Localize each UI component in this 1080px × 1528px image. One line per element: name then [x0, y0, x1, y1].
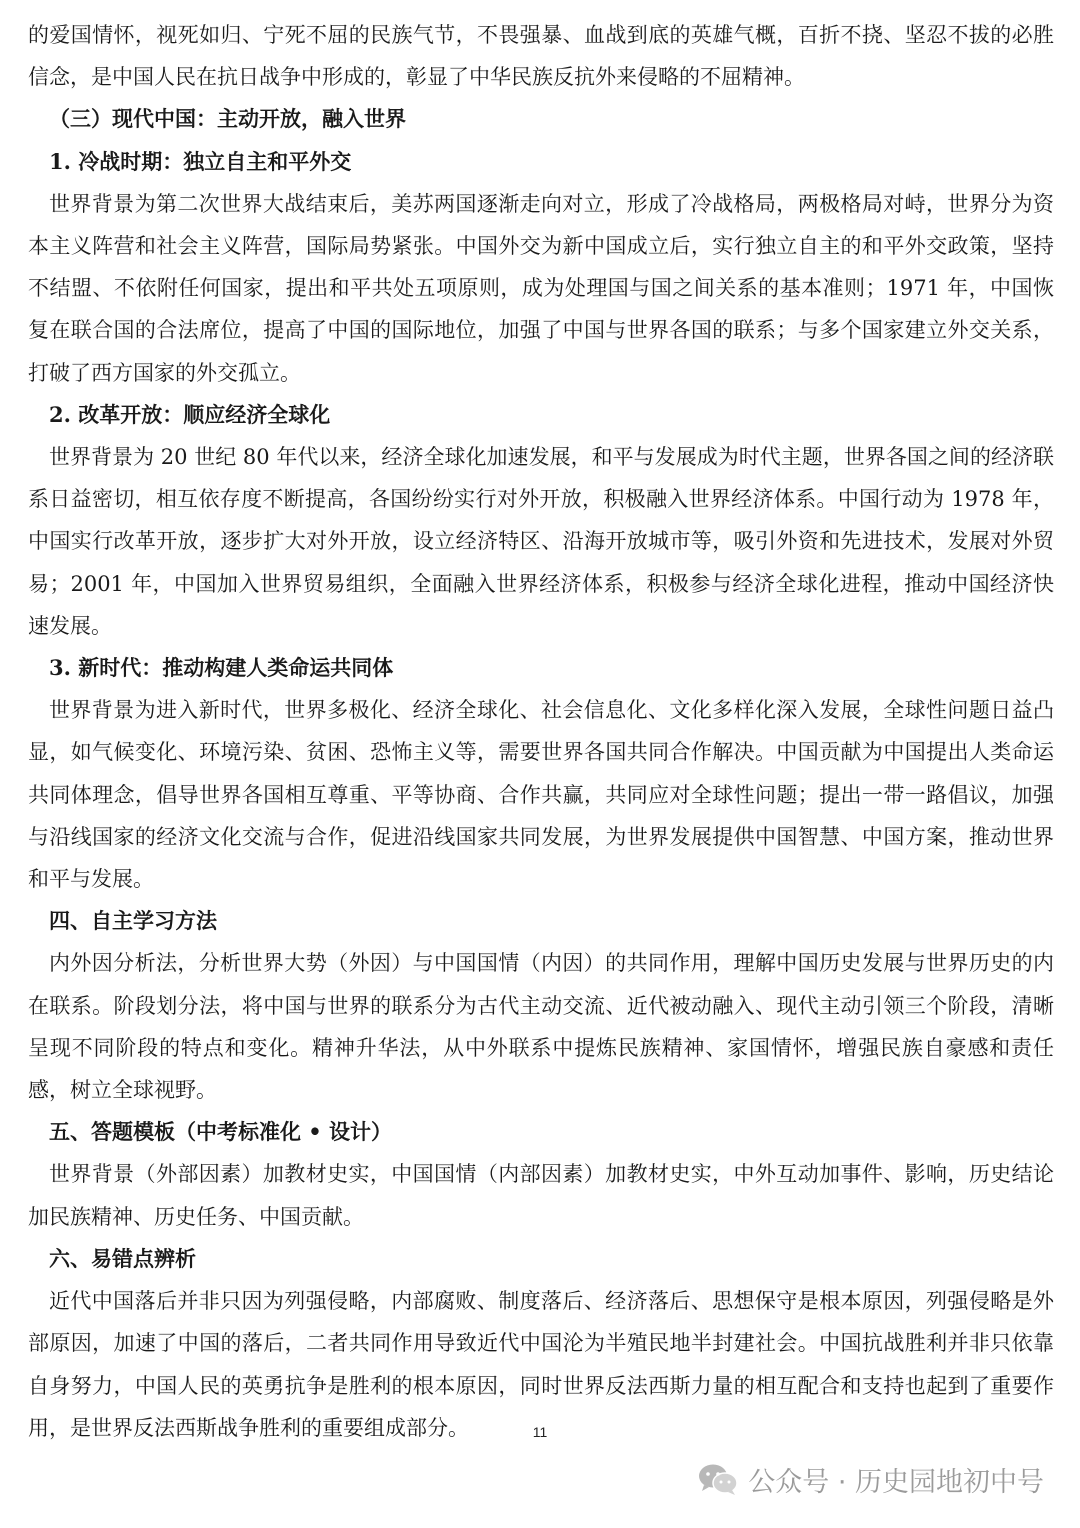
subsection-heading: 3. 新时代：推动构建人类命运共同体 [49, 655, 394, 681]
paragraph: 近代中国落后并非只因为列强侵略，内部腐败、制度落后、经济落后、思想保守是根本原因，列强侵略是外部原因，加速了中国的落后，二者共同作用导致近代中国沦为半殖民地半封建社会。中国抗战胜利并非只依靠自身努力，中国人民的英勇抗争是胜利的根本原因，同时世界反法西斯力量的相互配合和支持也起到了重要作用，是世界反法西斯战争胜利的重要组成部分。 [28, 1289, 1054, 1440]
subsection-heading: 2. 改革开放：顺应经济全球化 [49, 401, 331, 427]
section-heading: 四、自主学习方法 [49, 908, 217, 934]
section-heading: 五、答题模板（中考标准化 • 设计） [49, 1119, 393, 1145]
paragraph: 世界背景为进入新时代，世界多极化、经济全球化、社会信息化、文化多样化深入发展，全球性问题日益凸显，如气候变化、环境污染、贫困、恐怖主义等，需要世界各国共同合作解决。中国贡献为中国提出人类命运共同体理念，倡导世界各国相互尊重、平等协商、合作共赢，共同应对全球性问题；提出一带一路倡议，加强与沿线国家的经济文化交流与合作，促进沿线国家共同发展，为世界发展提供中国智慧、中国方案，推动世界和平与发展。 [28, 698, 1054, 892]
wechat-icon [698, 1463, 738, 1497]
document-body [28, 14, 1054, 1449]
subsection-heading: 1. 冷战时期：独立自主和平外交 [49, 148, 352, 174]
paragraph: 的爱国情怀，视死如归、宁死不屈的民族气节，不畏强暴、血战到底的英雄气概，百折不挠、坚忍不拔的必胜信念，是中国人民在抗日战争中形成的，彰显了中华民族反抗外来侵略的不屈精神。 [28, 23, 1054, 90]
watermark-text: 公众号 · 历史园地初中号 [748, 1467, 1044, 1498]
paragraph: 世界背景（外部因素）加教材史实，中国国情（内部因素）加教材史实，中外互动加事件、影响，历史结论加民族精神、历史任务、中国贡献。 [28, 1162, 1054, 1229]
paragraph: 内外因分析法，分析世界大势（外因）与中国国情（内因）的共同作用，理解中国历史发展与世界历史的内在联系。阶段划分法，将中国与世界的联系分为古代主动交流、近代被动融入、现代主动引领三个阶段，清晰呈现不同阶段的特点和变化。精神升华法，从中外联系中提炼民族精神、家国情怀，增强民族自豪感和责任感，树立全球视野。 [28, 951, 1054, 1103]
section-heading: （三）现代中国：主动开放，融入世界 [49, 106, 406, 132]
watermark [698, 1460, 1044, 1499]
paragraph: 世界背景为第二次世界大战结束后，美苏两国逐渐走向对立，形成了冷战格局，两极格局对峙，世界分为资本主义阵营和社会主义阵营，国际局势紧张。中国外交为新中国成立后，实行独立自主的和平外交政策，坚持不结盟、不依附任何国家，提出和平共处五项原则，成为处理国与国之间关系的基本准则；1971 年，中国恢复在联合国的合法席位，提高了中国的国际地位，加强了中国与世界各国的联系；与多个国家建立外交关系，打破了西方国家的外交孤立。 [28, 191, 1054, 385]
paragraph: 世界背景为 20 世纪 80 年代以来，经济全球化加速发展，和平与发展成为时代主题，世界各国之间的经济联系日益密切，相互依存度不断提高，各国纷纷实行对外开放，积极融入世界经济体系。中国行动为 1978 年，中国实行改革开放，逐步扩大对外开放，设立经济特区、沿海开放城市等，吸引外资和先进技术，发展对外贸易；2001 年，中国加入世界贸易组织，全面融入世界经济体系，积极参与经济全球化进程，推动中国经济快速发展。 [28, 445, 1054, 638]
section-heading: 六、易错点辨析 [49, 1245, 196, 1271]
page-number: 11 [532, 1424, 548, 1440]
